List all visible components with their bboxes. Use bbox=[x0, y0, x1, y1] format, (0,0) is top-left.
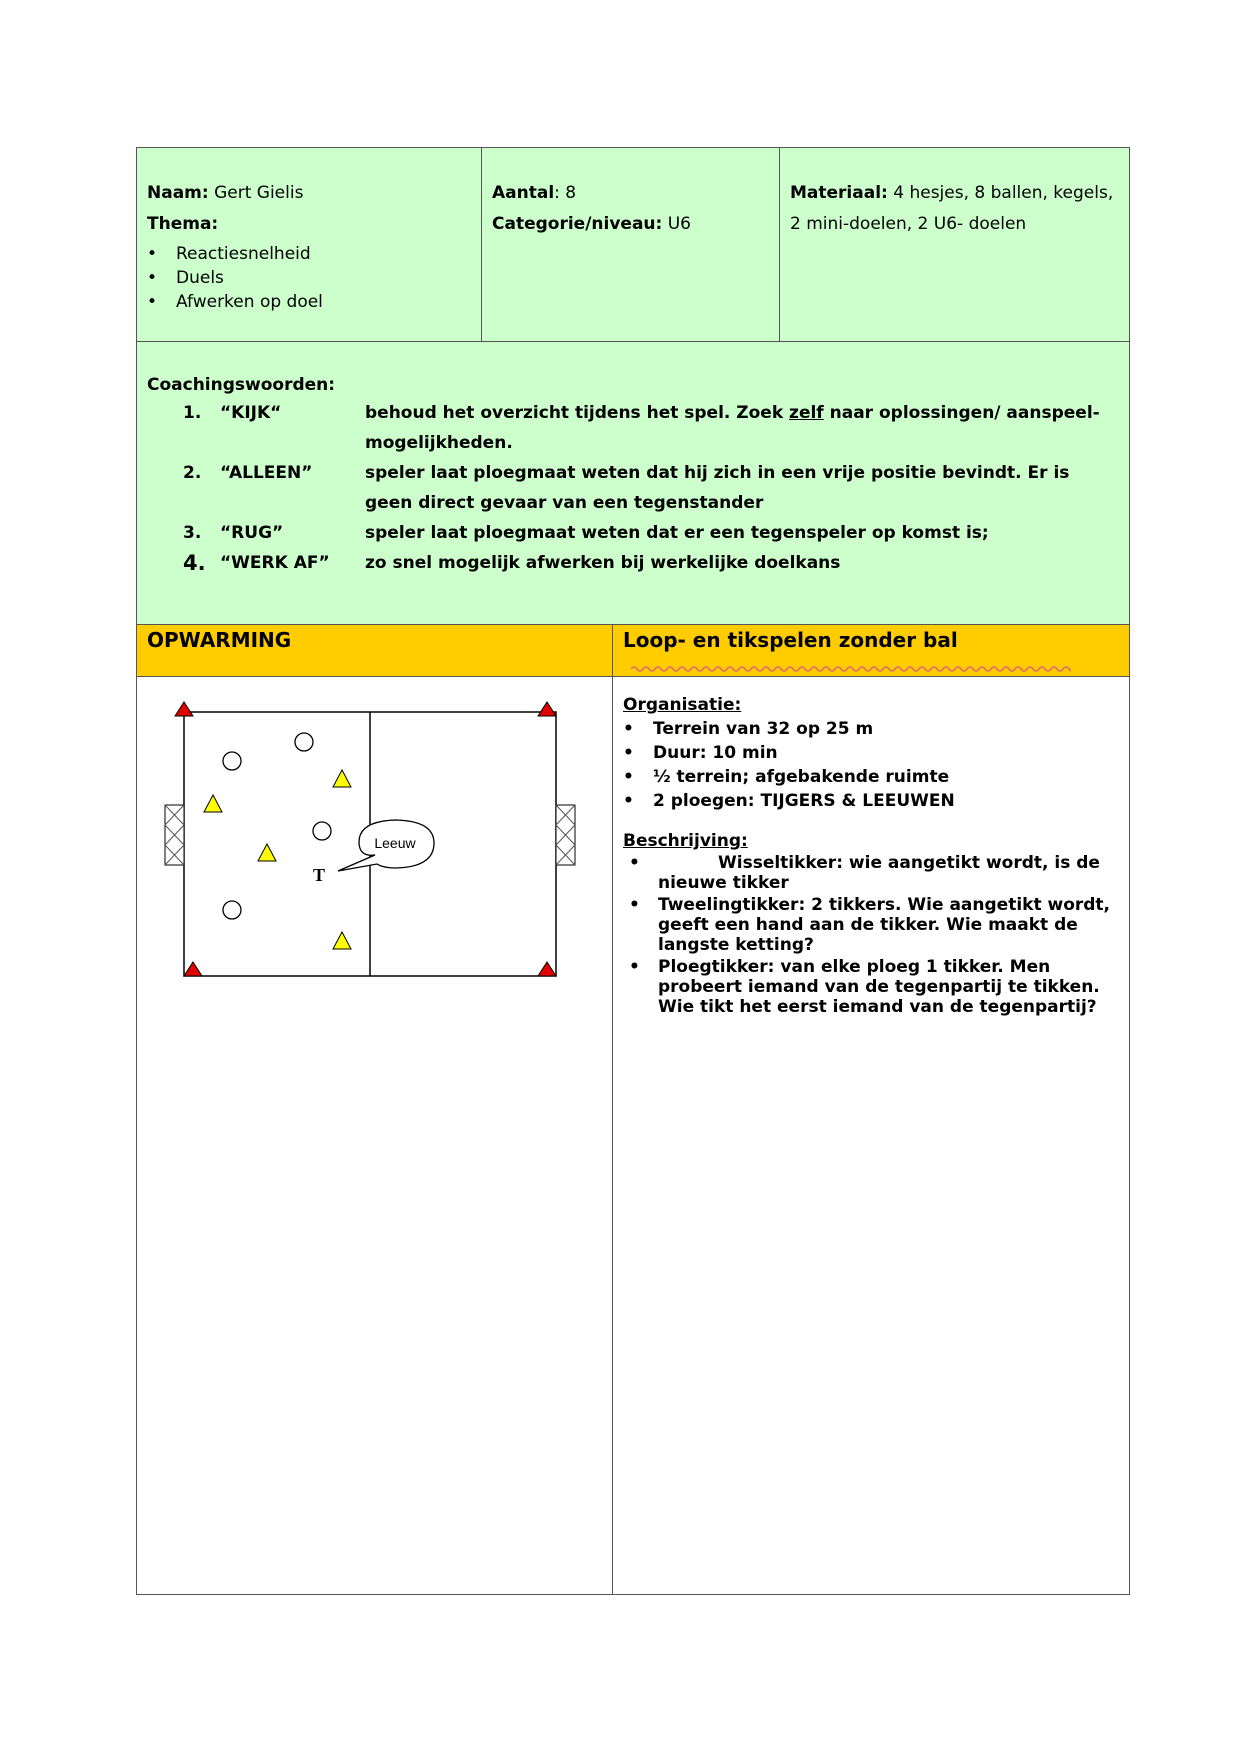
tagger-label: T bbox=[312, 865, 326, 885]
aantal-line bbox=[492, 178, 769, 209]
exercise-body bbox=[137, 677, 1129, 1594]
coaching-desc: zo snel mogelijk afwerken bij werkelijke doelkans bbox=[365, 553, 841, 573]
beschrijving-text: Ploegtikker: van elke ploeg 1 tikker. Men probeert iemand van de tegenpartij te tikken. Wie tikt het eerst iemand van de tegenpartij? bbox=[658, 957, 1100, 1017]
beschrijving-title: Beschrijving: bbox=[623, 831, 748, 851]
coaching-word: “RUG” bbox=[220, 523, 284, 543]
cone-icon bbox=[175, 702, 193, 716]
coaching-desc: speler laat ploegmaat weten dat hij zich in een vrije positie bevindt. Er is geen direct gevaar van een tegenstander bbox=[365, 463, 1070, 513]
opwarming-title: OPWARMING bbox=[137, 625, 613, 677]
coaching-word: “ALLEEN” bbox=[220, 463, 313, 483]
beschrijving-item bbox=[623, 895, 1119, 955]
header-materiaal-cell bbox=[780, 148, 1129, 341]
coaching-desc-part: behoud het overzicht tijdens het spel. Zoek bbox=[365, 403, 790, 423]
coaching-number: 1. bbox=[183, 403, 202, 423]
speech-label: Leeuw bbox=[374, 835, 416, 851]
spellcheck-squiggle bbox=[631, 665, 1071, 673]
header-aantal-cell bbox=[482, 148, 780, 341]
coaching-desc: speler laat ploegmaat weten dat er een tegenspeler op komst is; bbox=[365, 523, 989, 543]
description-cell bbox=[613, 677, 1129, 1594]
materiaal-line bbox=[790, 178, 1119, 209]
coaching-desc-part: naar oplossingen/ aanspeel-mogelijkheden. bbox=[365, 403, 1100, 453]
player-circle-icon bbox=[313, 822, 331, 840]
thema-list bbox=[147, 242, 471, 314]
thema-item: • Afwerken op doel bbox=[147, 290, 471, 314]
coaching-desc-underline: zelf bbox=[789, 403, 824, 423]
left-goal bbox=[165, 805, 184, 865]
player-circle-icon bbox=[223, 901, 241, 919]
materiaal-value-1: 4 hesjes, 8 ballen, kegels, bbox=[893, 183, 1114, 203]
coaching-title: Coachingswoorden: bbox=[147, 375, 336, 395]
naam-value: Gert Gielis bbox=[214, 183, 304, 203]
coaching-item bbox=[147, 398, 1119, 458]
beschrijving-item bbox=[623, 853, 1119, 893]
naam-line bbox=[147, 178, 471, 209]
organisatie-item: • Terrein van 32 op 25 m bbox=[623, 717, 1119, 741]
categorie-label: Categorie/niveau: bbox=[492, 214, 663, 234]
categorie-value: U6 bbox=[667, 214, 691, 234]
exercise-title: Loop- en tikspelen zonder bal bbox=[623, 628, 958, 652]
diagram-cell bbox=[137, 677, 613, 1594]
materiaal-label: Materiaal: bbox=[790, 183, 888, 203]
thema-item: • Duels bbox=[147, 266, 471, 290]
player-circle-icon bbox=[295, 733, 313, 751]
cone-icon bbox=[538, 702, 556, 716]
thema-item: • Reactiesnelheid bbox=[147, 242, 471, 266]
right-goal bbox=[556, 805, 575, 865]
thema-line bbox=[147, 209, 471, 240]
header-row bbox=[137, 148, 1129, 342]
beschrijving-list bbox=[623, 853, 1119, 1017]
coaching-desc bbox=[365, 398, 1119, 458]
header-naam-cell bbox=[137, 148, 482, 341]
coaching-item bbox=[147, 548, 1119, 578]
coaching-item bbox=[147, 458, 1119, 518]
organisatie-list bbox=[623, 717, 1119, 813]
organisatie-item: • 2 ploegen: TIJGERS & LEEUWEN bbox=[623, 789, 1119, 813]
coaching-section bbox=[137, 342, 1129, 625]
thema-label: Thema: bbox=[147, 214, 219, 234]
aantal-value: : 8 bbox=[554, 183, 577, 203]
session-sheet bbox=[136, 147, 1130, 1595]
beschrijving-text: Wisseltikker: wie aangetikt wordt, is de nieuwe tikker bbox=[658, 853, 1100, 893]
section-header-band bbox=[137, 625, 1129, 677]
coaching-item bbox=[147, 518, 1119, 548]
naam-label: Naam: bbox=[147, 183, 209, 203]
coaching-number: 2. bbox=[183, 463, 202, 483]
player-circle-icon bbox=[223, 752, 241, 770]
materiaal-value-2: 2 mini-doelen, 2 U6- doelen bbox=[790, 214, 1027, 234]
coaching-word: “WERK AF” bbox=[220, 553, 330, 573]
exercise-title-cell bbox=[613, 625, 1129, 677]
coaching-number: 3. bbox=[183, 523, 202, 543]
beschrijving-text: Tweelingtikker: 2 tikkers. Wie aangetikt wordt, geeft een hand aan de tikker. Wie maakt de langste ketting? bbox=[658, 895, 1111, 955]
coaching-word: “KIJK“ bbox=[220, 403, 282, 423]
organisatie-item: • Duur: 10 min bbox=[623, 741, 1119, 765]
field-diagram bbox=[137, 677, 613, 1594]
aantal-label: Aantal bbox=[492, 183, 555, 203]
coaching-number: 4. bbox=[183, 551, 206, 575]
organisatie-item: • ½ terrein; afgebakende ruimte bbox=[623, 765, 1119, 789]
beschrijving-item bbox=[623, 957, 1119, 1017]
organisatie-title: Organisatie: bbox=[623, 695, 742, 715]
categorie-line bbox=[492, 209, 769, 240]
